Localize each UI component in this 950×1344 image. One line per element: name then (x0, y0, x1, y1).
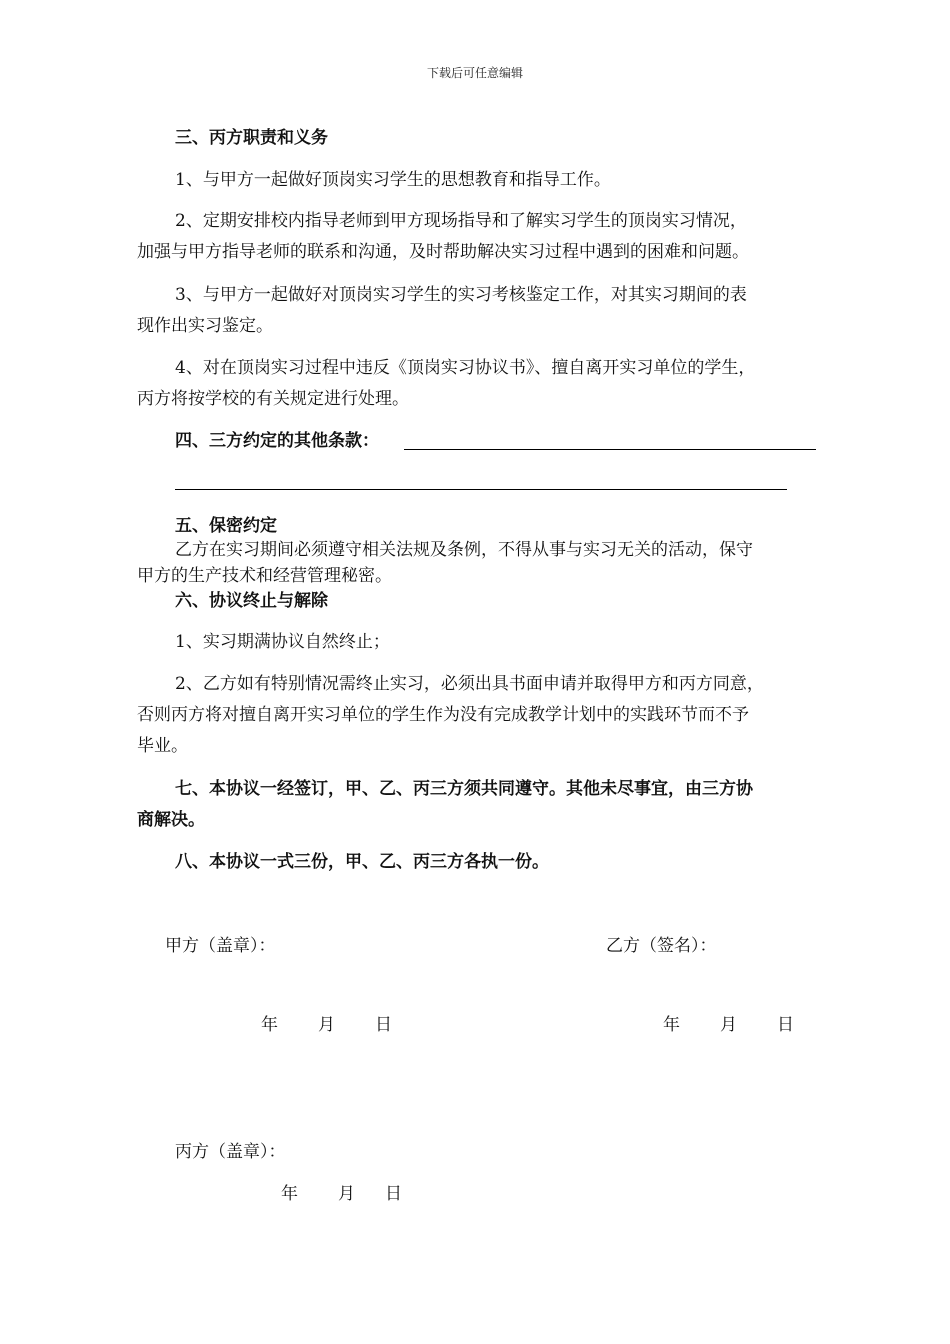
section-3-item-2-line-2: 加强与甲方指导老师的联系和沟通，及时帮助解决实习过程中遇到的困难和问题。 (137, 242, 749, 262)
section-5-title: 五、保密约定 (175, 516, 277, 536)
section-3-title: 三、丙方职责和义务 (175, 128, 328, 148)
section-3-item-2-line-1: 2、定期安排校内指导老师到甲方现场指导和了解实习学生的顶岗实习情况， (175, 211, 747, 231)
section-3-item-4-line-1: 4、对在顶岗实习过程中违反《顶岗实习协议书》、擅自离开实习单位的学生， (175, 358, 756, 378)
section-4-title: 四、三方约定的其他条款： (175, 431, 379, 451)
month-label: 月 (318, 1015, 335, 1035)
party-c-seal-label: 丙方（盖章）： (175, 1142, 286, 1162)
section-7-line-2: 商解决。 (137, 810, 205, 830)
year-label: 年 (663, 1015, 680, 1035)
section-6-title: 六、协议终止与解除 (175, 591, 328, 611)
year-label: 年 (261, 1015, 278, 1035)
day-label: 日 (385, 1184, 402, 1204)
section-3-item-1: 1、与甲方一起做好顶岗实习学生的思想教育和指导工作。 (175, 170, 611, 190)
section-6-item-2-line-1: 2、乙方如有特别情况需终止实习，必须出具书面申请并取得甲方和丙方同意， (175, 674, 764, 694)
party-a-date (261, 1015, 392, 1035)
section-3-item-3-line-2: 现作出实习鉴定。 (137, 316, 273, 336)
month-label: 月 (338, 1184, 355, 1204)
month-label: 月 (720, 1015, 737, 1035)
section-8-text: 八、本协议一式三份，甲、乙、丙三方各执一份。 (175, 852, 549, 872)
blank-line-1 (404, 449, 816, 450)
party-c-date (281, 1184, 402, 1204)
day-label: 日 (777, 1015, 794, 1035)
blank-line-2 (175, 489, 787, 490)
year-label: 年 (281, 1184, 298, 1204)
section-3-item-4-line-2: 丙方将按学校的有关规定进行处理。 (137, 389, 409, 409)
day-label: 日 (375, 1015, 392, 1035)
section-6-item-2-line-2: 否则丙方将对擅自离开实习单位的学生作为没有完成教学计划中的实践环节而不予 (137, 705, 749, 725)
section-7-line-1: 七、本协议一经签订，甲、乙、丙三方须共同遵守。其他未尽事宜，由三方协 (175, 779, 753, 799)
header-note: 下载后可任意编辑 (426, 66, 523, 80)
section-6-item-2-line-3: 毕业。 (137, 736, 188, 756)
party-a-seal-label: 甲方（盖章）： (165, 936, 276, 956)
section-6-item-1: 1、实习期满协议自然终止； (175, 632, 390, 652)
party-b-signature-label: 乙方（签名）： (606, 936, 717, 956)
section-5-text-line-1: 乙方在实习期间必须遵守相关法规及条例，不得从事与实习无关的活动，保守 (175, 540, 753, 560)
party-b-date (663, 1015, 794, 1035)
section-3-item-3-line-1: 3、与甲方一起做好对顶岗实习学生的实习考核鉴定工作，对其实习期间的表 (175, 285, 747, 305)
section-5-text-line-2: 甲方的生产技术和经营管理秘密。 (137, 566, 392, 586)
